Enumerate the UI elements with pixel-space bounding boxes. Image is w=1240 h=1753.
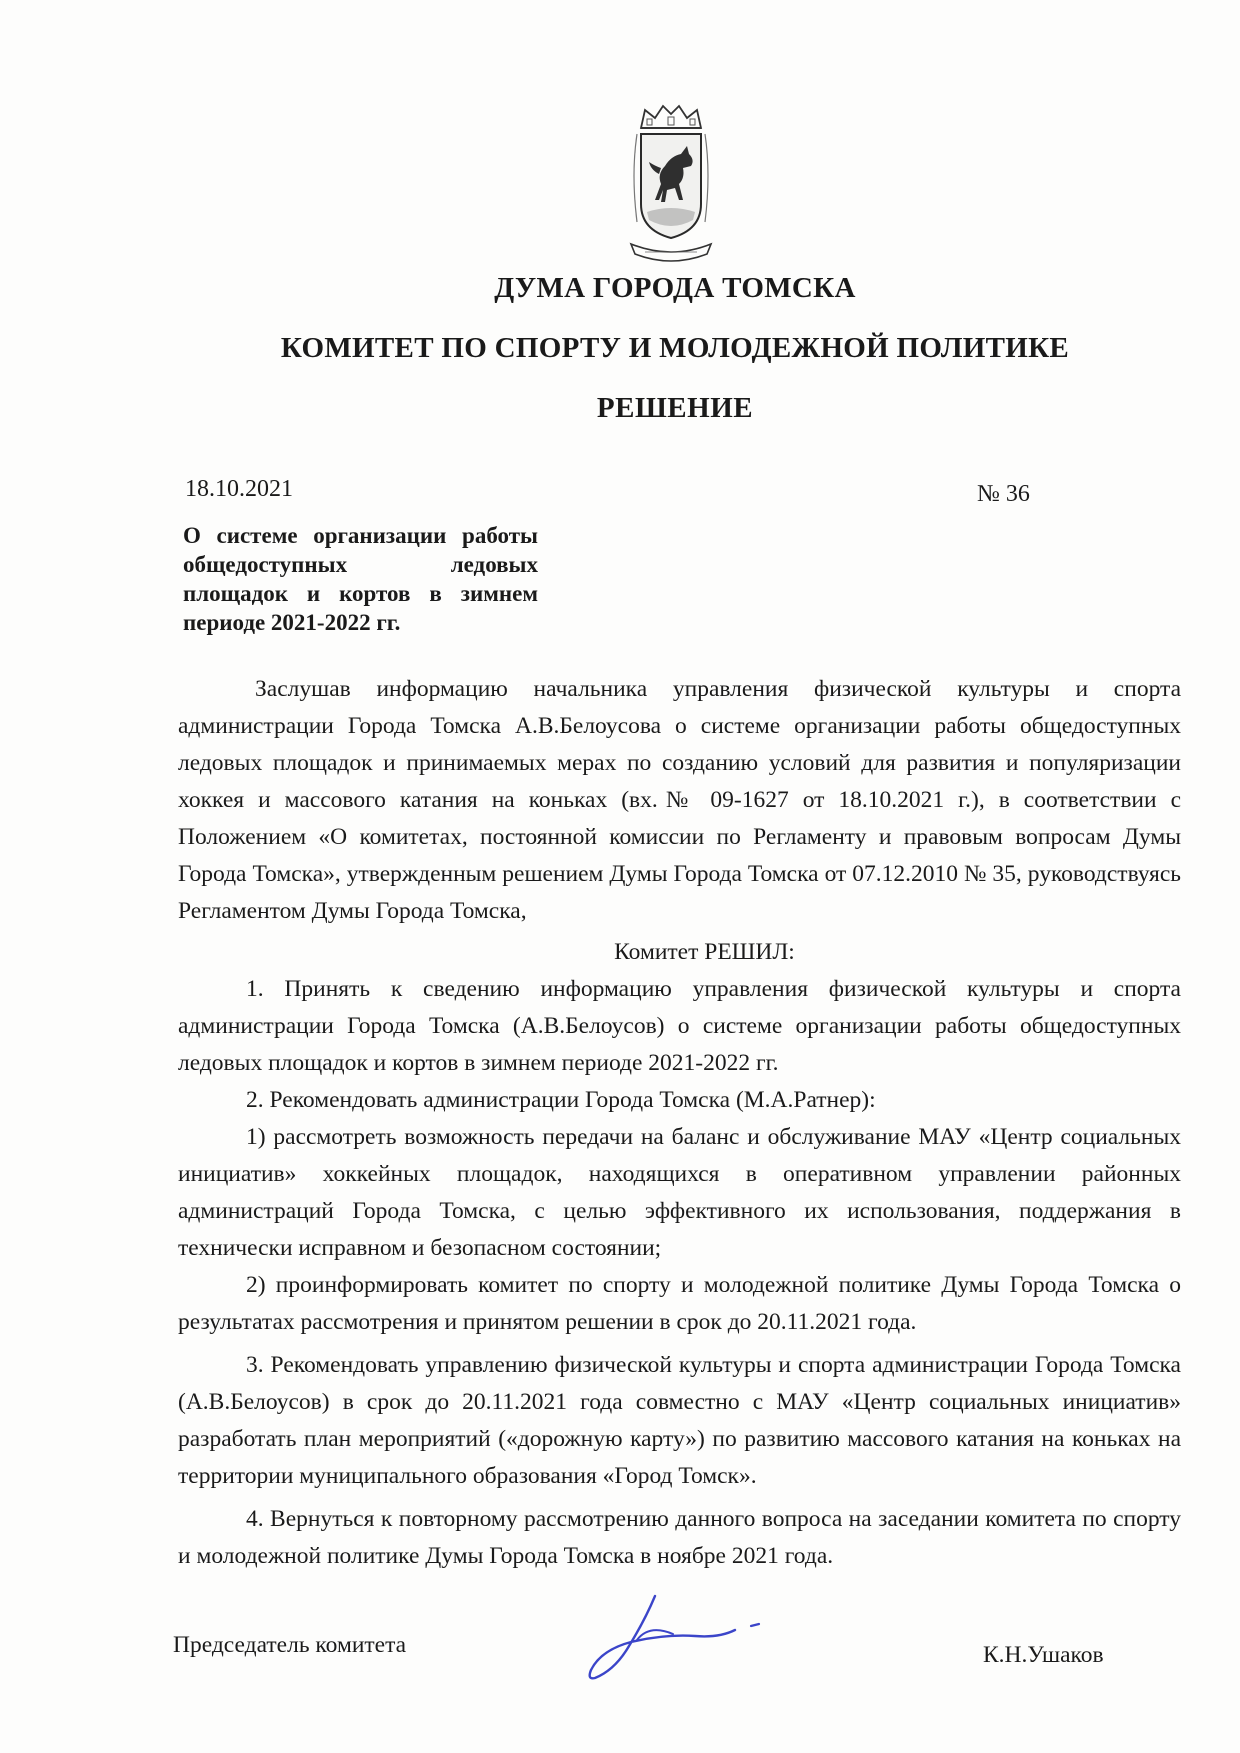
intro-paragraph: Заслушав информацию начальника управления физической культуры и спорта администрации Города Томска А.В.Белоусова о системе организации работы общедоступных ледовых площадок и принимаемых мерах по созданию условий для развития и популяризации хоккея и массового катания на коньках (вх.№ 09-1627 от 18.10.2021 г.), в соответствии с Положением «О комитетах, постоянной комиссии по Регламенту и правовым вопросам Думы Города Томска», утвержденным решением Думы Города Томска от 07.12.2010 № 35, руководствуясь Регламентом Думы Города Томска, [178, 676, 1181, 924]
document-number: № 36 [977, 481, 1030, 507]
item-1: 1. Принять к сведению информацию управления физической культуры и спорта администрации Города Томска (А.В.Белоусов) о системе организации работы общедоступных ледовых площадок и кортов в зимнем периоде 2021-2022 гг. [178, 976, 1181, 1076]
organization-title: ДУМА ГОРОДА ТОМСКА [494, 272, 856, 304]
committee-title: КОМИТЕТ ПО СПОРТУ И МОЛОДЕЖНОЙ ПОЛИТИКЕ [280, 332, 1070, 364]
signatory-name: К.Н.Ушаков [983, 1642, 1104, 1668]
signatory-title: Председатель комитета [173, 1632, 407, 1658]
decision-heading: Комитет РЕШИЛ: [614, 939, 795, 965]
item-2: 2. Рекомендовать администрации Города Томска (М.А.Ратнер): [246, 1087, 876, 1113]
item-3: 3. Рекомендовать управлению физической культуры и спорта администрации Города Томска (А.В.Белоусов) в срок до 20.11.2021 года совместно с МАУ «Центр социальных инициатив» разработать план мероприятий («дорожную карту») по развитию массового катания на коньках на территории муниципального образования «Город Томск». [178, 1352, 1181, 1489]
document-subject: О системе организации работы общедоступных ледовых площадок и кортов в зимнем периоде 2021-2022 гг. [183, 523, 538, 635]
item-2-2: 2) проинформировать комитет по спорту и молодежной политике Думы Города Томска о результатах рассмотрения и принятом решении в срок до 20.11.2021 года. [178, 1272, 1181, 1335]
item-2-1: 1) рассмотреть возможность передачи на баланс и обслуживание МАУ «Центр социальных инициатив» хоккейных площадок, находящихся в оперативном управлении районных администраций Города Томска, с целью эффективного их использования, поддержания в технически исправном и безопасном состоянии; [178, 1124, 1181, 1261]
item-4: 4. Вернуться к повторному рассмотрению данного вопроса на заседании комитета по спорту и молодежной политике Думы Города Томска в ноябре 2021 года. [178, 1506, 1181, 1569]
document-date: 18.10.2021 [185, 476, 293, 502]
handwritten-signature [585, 1590, 775, 1690]
document-body [178, 671, 1181, 1575]
document-type: РЕШЕНИЕ [596, 392, 754, 424]
tomsk-coat-of-arms-icon [625, 104, 717, 276]
